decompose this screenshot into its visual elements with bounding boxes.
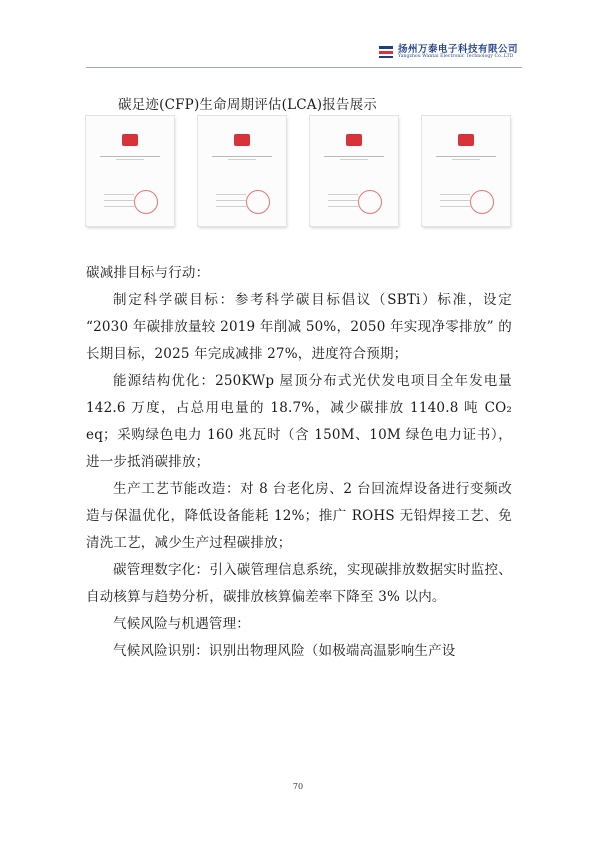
- seal-stamp-icon: [358, 190, 382, 214]
- section-heading-carbon-reduction: 碳减排目标与行动：: [86, 265, 210, 281]
- seal-stamp-icon: [246, 190, 270, 214]
- page-header: [378, 44, 518, 60]
- report-thumbnail: [422, 116, 510, 226]
- body-text: [86, 260, 512, 665]
- figure-caption: 碳足迹(CFP)生命周期评估(LCA)报告展示: [118, 97, 377, 113]
- seal-stamp-icon: [134, 190, 158, 214]
- paragraph-carbon-digital: 碳管理数字化：引入碳管理信息系统，实现碳排放数据实时监控、自动核算与趋势分析，碳排放核算偏差率下降至 3% 以内。: [86, 562, 512, 605]
- company-name: [398, 45, 518, 60]
- header-divider: [86, 67, 522, 68]
- company-name-en: Yangzhou Wantai Electronic Technology Co.,LTD: [397, 54, 514, 59]
- report-thumbnail: [86, 116, 174, 226]
- paragraph-science-target: 制定科学碳目标：参考科学碳目标倡议（SBTi）标准，设定 “2030 年碳排放量较 2019 年削减 50%，2050 年实现净零排放” 的长期目标，2025 年完成减排 27%，进度符合预期；: [86, 292, 512, 362]
- paragraph-energy-structure: 能源结构优化：250KWp 屋顶分布式光伏发电项目全年发电量 142.6 万度，占总用电量的 18.7%，减少碳排放 1140.8 吨 CO₂ eq；采购绿色电力 160 兆瓦时（含 150M、10M 绿色电力证书），进一步抵消碳排放；: [86, 373, 512, 470]
- paragraph-risk-identification: 气候风险识别：识别出物理风险（如极端高温影响生产设: [113, 643, 456, 659]
- report-thumbnail: [310, 116, 398, 226]
- paragraph-process-retrofit: 生产工艺节能改造：对 8 台老化房、2 台回流焊设备进行变频改造与保温优化，降低设备能耗 12%；推广 ROHS 无铅焊接工艺、免清洗工艺，减少生产过程碳排放；: [86, 481, 512, 551]
- seal-stamp-icon: [470, 190, 494, 214]
- company-logo: [378, 44, 394, 60]
- page-number: 70: [292, 782, 304, 791]
- company-name-cn: 扬州万泰电子科技有限公司: [397, 43, 518, 55]
- report-thumbnails: [86, 116, 510, 230]
- section-heading-climate-risk: 气候风险与机遇管理：: [113, 616, 250, 632]
- report-thumbnail: [198, 116, 286, 226]
